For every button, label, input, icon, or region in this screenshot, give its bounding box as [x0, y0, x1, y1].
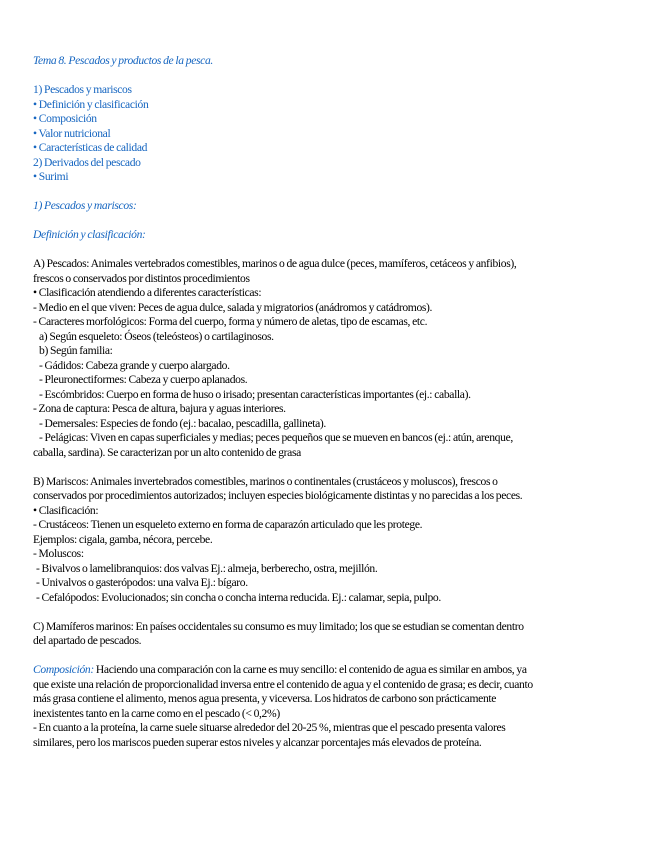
list-line: • Clasificación: — [33, 503, 99, 517]
section-heading: 1) Pescados y mariscos: — [33, 199, 137, 212]
pescados-block — [33, 257, 612, 460]
paragraph-line: que existe una relación de proporcionalidad inversa entre el contenido de agua y el contenido de grasa; es decir, cuanto — [33, 677, 533, 691]
list-line: • Clasificación atendiendo a diferentes características: — [33, 286, 262, 299]
paragraph-line: del apartado de pescados. — [33, 634, 142, 647]
list-line: - Escómbridos: Cuerpo en forma de huso o irisado; presentan características importantes (ej.: caballa). — [39, 387, 471, 401]
list-line: - Pelágicas: Viven en capas superficiales y medias; peces pequeños que se mueven en bancos (ej.: atún, arenque, — [39, 431, 513, 444]
list-line: a) Según esqueleto: Óseos (teleósteos) o cartilaginosos. — [39, 329, 274, 343]
list-line: - Caracteres morfológicos: Forma del cuerpo, forma y número de aletas, tipo de escamas, etc. — [33, 315, 428, 328]
list-line: b) Según familia: — [39, 344, 113, 357]
list-line: - Pleuronectiformes: Cabeza y cuerpo aplanados. — [39, 373, 248, 386]
list-line: - Zona de captura: Pesca de altura, bajura y aguas interiores. — [33, 402, 286, 415]
mariscos-block — [33, 475, 612, 606]
list-line: caballa, sardina). Se caracterizan por un alto contenido de grasa — [33, 445, 301, 459]
composicion-label: Composición: — [33, 663, 94, 676]
paragraph-line: frescos o conservados por distintos procedimientos — [33, 271, 250, 285]
list-line: - Moluscos: — [33, 547, 84, 560]
toc-item[interactable]: 1) Pescados y mariscos — [33, 83, 132, 96]
list-line: - Crustáceos: Tienen un esqueleto externo en forma de caparazón articulado que les protege. — [33, 518, 423, 531]
paragraph-line: C) Mamíferos marinos: En países occidentales su consumo es muy limitado; los que se estudian se comentan dentro — [33, 619, 524, 633]
list-line: - Cefalópodos: Evolucionados; sin concha o concha interna reducida. Ej.: calamar, sepia, pulpo. — [36, 590, 441, 604]
list-line: - Univalvos o gasterópodos: una valva Ej.: bígaro. — [36, 576, 248, 589]
toc-item[interactable]: • Surimi — [33, 170, 69, 183]
composicion-text: Haciendo una comparación con la carne es muy sencillo: el contenido de agua es similar en ambos, ya — [93, 663, 527, 676]
toc-item[interactable]: 2) Derivados del pescado — [33, 155, 141, 169]
document-title: Tema 8. Pescados y productos de la pesca. — [33, 54, 213, 67]
paragraph-line: inexistentes tanto en la carne como en el pescado (< 0,2%) — [33, 706, 280, 720]
table-of-contents — [33, 83, 612, 185]
composicion-block — [33, 663, 612, 750]
paragraph-line: más grasa contiene el alimento, menos agua presenta, y viceversa. Los hidratos de carbono son prácticamente — [33, 692, 497, 705]
paragraph-line: - En cuanto a la proteína, la carne suele situarse alrededor del 20-25 %, mientras que el pescado presenta valores — [33, 721, 506, 734]
list-line: - Gádidos: Cabeza grande y cuerpo alargado. — [39, 358, 230, 372]
toc-item[interactable]: • Valor nutricional — [33, 126, 111, 140]
paragraph-line: similares, pero los mariscos pueden superar estos niveles y alcanzar porcentajes más elevados de proteína. — [33, 735, 482, 749]
list-line: Ejemplos: cigala, gamba, nécora, percebe. — [33, 532, 213, 546]
paragraph-line: conservados por procedimientos autorizados; incluyen especies biológicamente distintas y no parecidas a los peces. — [33, 489, 523, 502]
list-line: - Bivalvos o lamelibranquios: dos valvas Ej.: almeja, berberecho, ostra, mejillón. — [36, 561, 378, 575]
paragraph-line — [33, 663, 612, 678]
subsection-heading: Definición y clasificación: — [33, 228, 146, 241]
list-line: - Medio en el que viven: Peces de agua dulce, salada y migratorios (anádromos y catádromos). — [33, 300, 433, 314]
toc-item[interactable]: • Definición y clasificación — [33, 97, 149, 111]
toc-item[interactable]: • Composición — [33, 112, 97, 125]
list-line: - Demersales: Especies de fondo (ej.: bacalao, pescadilla, gallineta). — [39, 416, 326, 430]
paragraph-line: B) Mariscos: Animales invertebrados comestibles, marinos o continentales (crustáceos y moluscos), frescos o — [33, 474, 498, 488]
toc-item[interactable]: • Características de calidad — [33, 141, 148, 154]
paragraph-line: A) Pescados: Animales vertebrados comestibles, marinos o de agua dulce (peces, mamíferos, cetáceos y anfibios), — [33, 257, 517, 270]
mamiferos-block — [33, 620, 612, 649]
